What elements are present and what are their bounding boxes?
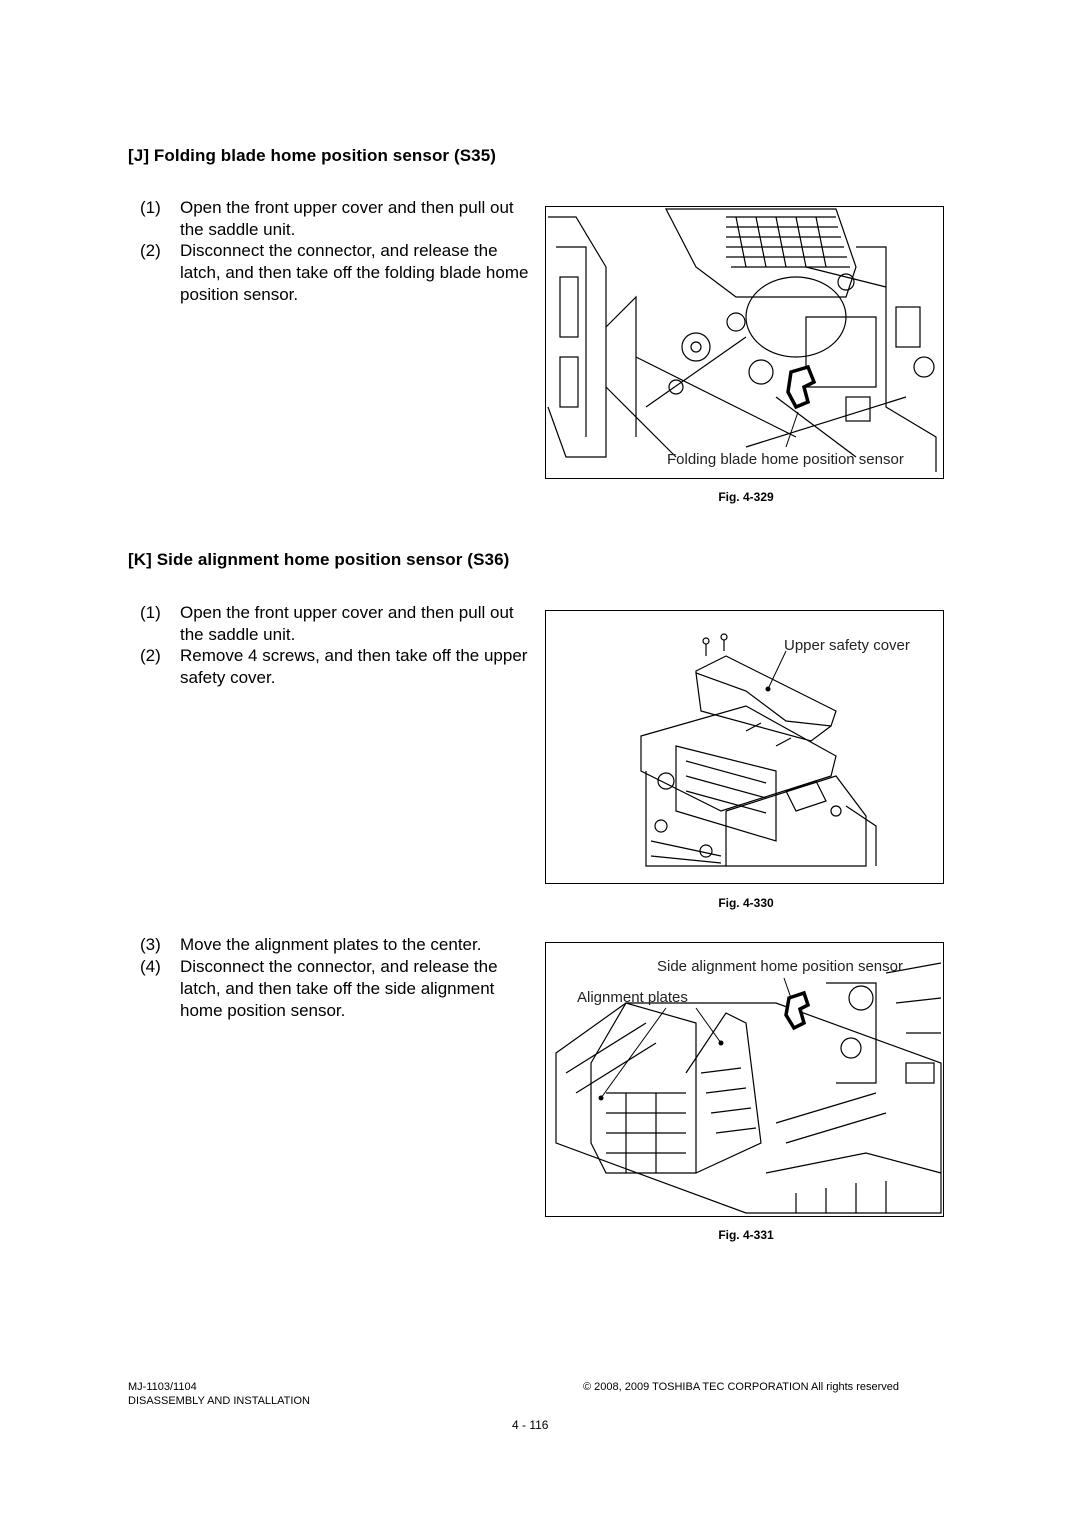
alignment-plates-illustration <box>546 943 943 1216</box>
figure-label-plates: Alignment plates <box>577 989 688 1006</box>
step-text: Open the front upper cover and then pull out the saddle unit. <box>180 603 514 644</box>
step-j-2 <box>140 240 540 306</box>
sensor-highlight <box>786 993 808 1028</box>
folding-blade-illustration <box>546 207 943 478</box>
section-k-heading: [K] Side alignment home position sensor (S36) <box>128 550 510 569</box>
step-number: (2) <box>140 241 161 260</box>
figure-4-329 <box>545 206 944 479</box>
step-text: Remove 4 screws, and then take off the upper safety cover. <box>180 646 528 687</box>
footer-section: DISASSEMBLY AND INSTALLATION <box>128 1395 310 1407</box>
footer-model: MJ-1103/1104 <box>128 1381 197 1393</box>
step-text: Move the alignment plates to the center. <box>180 935 482 954</box>
figure-4-330 <box>545 610 944 884</box>
page-number: 4 - 116 <box>512 1418 549 1432</box>
figure-label: Upper safety cover <box>784 637 910 654</box>
figure-caption: Fig. 4-330 <box>718 896 774 910</box>
figure-caption: Fig. 4-331 <box>718 1228 774 1242</box>
footer-copyright: © 2008, 2009 TOSHIBA TEC CORPORATION All rights reserved <box>583 1381 900 1393</box>
step-number: (3) <box>140 935 161 954</box>
step-k-1 <box>140 602 540 646</box>
section-j-heading: [J] Folding blade home position sensor (S35) <box>128 146 497 165</box>
figure-caption: Fig. 4-329 <box>718 490 774 504</box>
step-text: Disconnect the connector, and release the latch, and then take off the folding blade home position sensor. <box>180 241 529 304</box>
step-number: (4) <box>140 957 161 976</box>
figure-label: Folding blade home position sensor <box>667 451 904 468</box>
step-k-2 <box>140 645 540 689</box>
step-text: Open the front upper cover and then pull out the saddle unit. <box>180 198 514 239</box>
step-number: (1) <box>140 603 161 622</box>
step-number: (2) <box>140 646 161 665</box>
step-j-1 <box>140 197 540 241</box>
figure-4-331 <box>545 942 944 1217</box>
step-number: (1) <box>140 198 161 217</box>
figure-label-sensor: Side alignment home position sensor <box>657 958 903 975</box>
step-k-3 <box>140 934 540 956</box>
step-k-4 <box>140 956 540 1022</box>
step-text: Disconnect the connector, and release the latch, and then take off the side alignment home position sensor. <box>180 957 498 1020</box>
